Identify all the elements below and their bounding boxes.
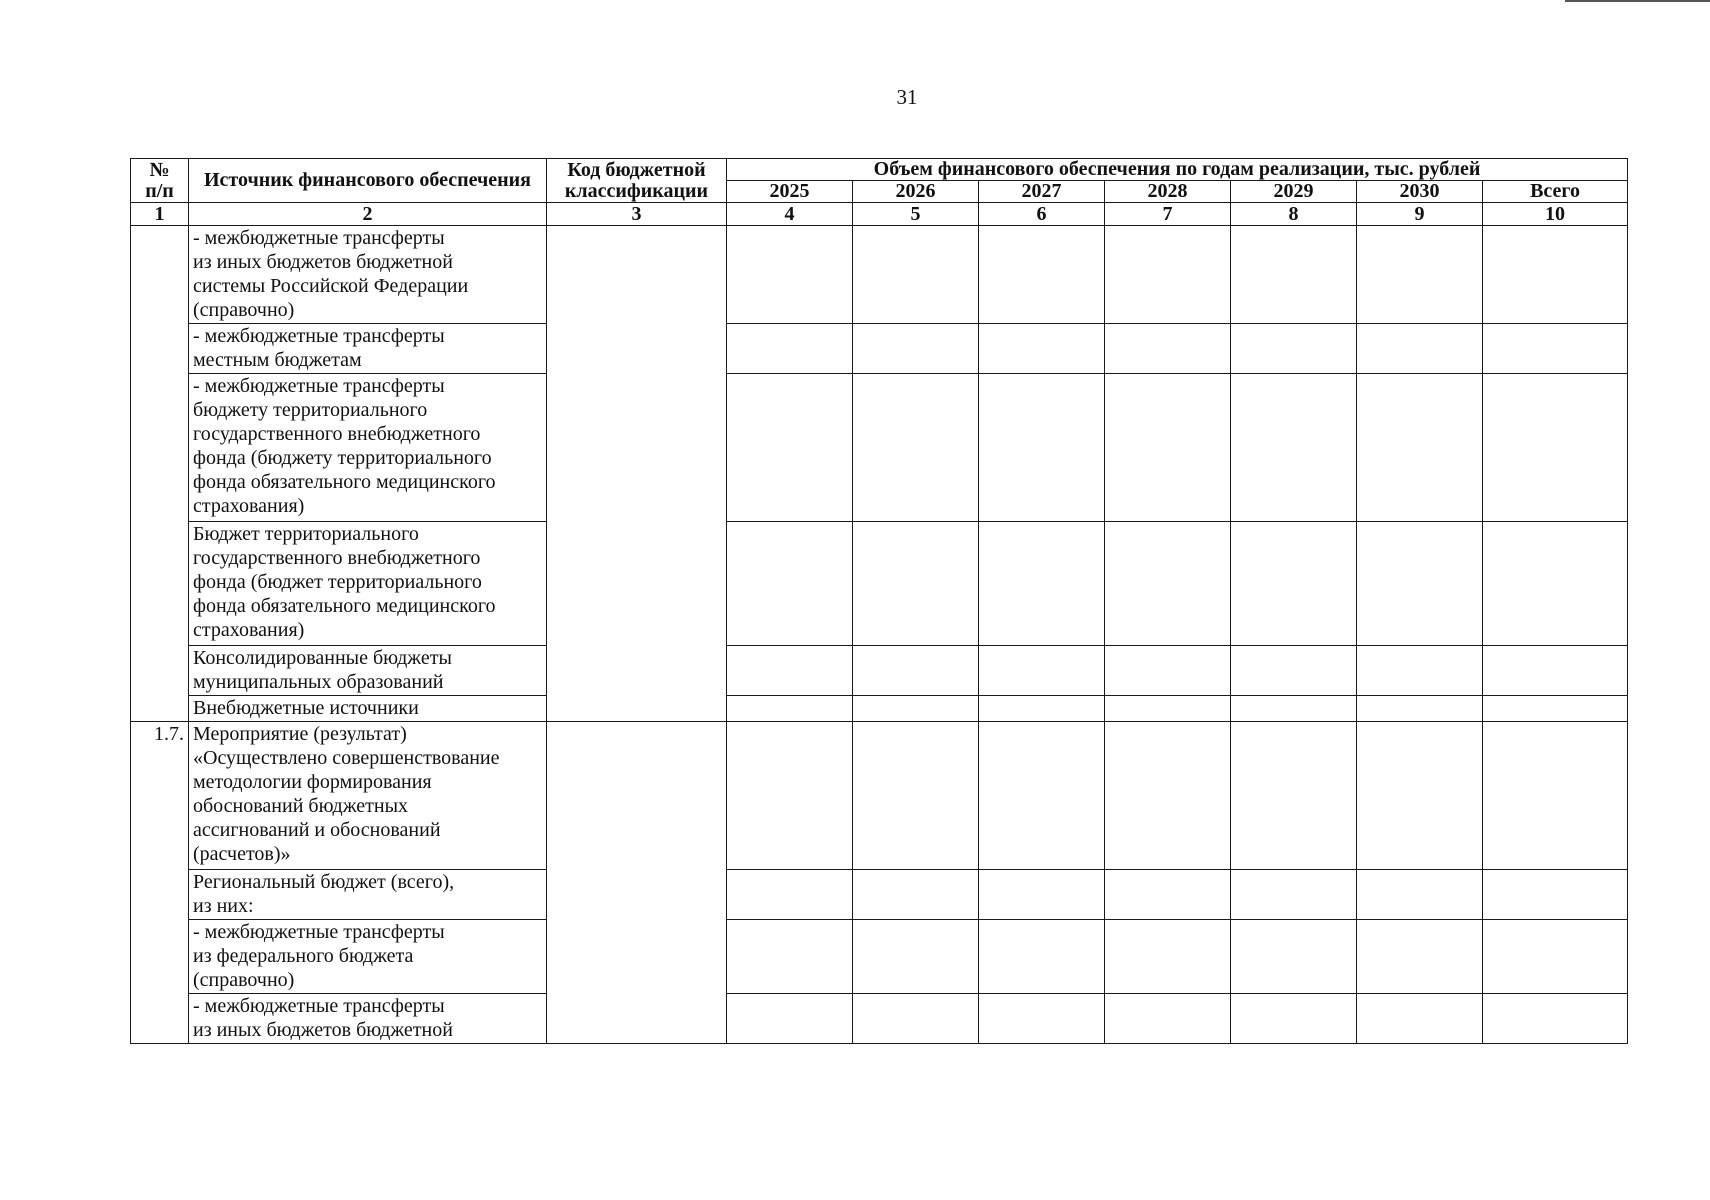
- value-2027: [979, 226, 1105, 324]
- value-2028: [1105, 646, 1231, 696]
- value-2028: [1105, 374, 1231, 522]
- value-2029: [1231, 870, 1357, 920]
- value-2027: [979, 522, 1105, 646]
- value-total: [1483, 374, 1628, 522]
- header-year-2026: 2026: [853, 181, 979, 203]
- source-cell: [189, 696, 547, 722]
- value-2030: [1357, 522, 1483, 646]
- value-2025: [727, 324, 853, 374]
- value-2028: [1105, 324, 1231, 374]
- source-cell: [189, 994, 547, 1044]
- value-total: [1483, 696, 1628, 722]
- source-cell: [189, 646, 547, 696]
- column-number: 10: [1483, 203, 1628, 226]
- source-cell: [189, 374, 547, 522]
- source-cell: [189, 920, 547, 994]
- column-number: 1: [131, 203, 189, 226]
- source-cell: [189, 722, 547, 870]
- value-2029: [1231, 522, 1357, 646]
- value-2027: [979, 994, 1105, 1044]
- value-2030: [1357, 722, 1483, 870]
- row-number: [131, 226, 189, 722]
- table-header: [131, 159, 1628, 226]
- value-2030: [1357, 646, 1483, 696]
- column-number: 8: [1231, 203, 1357, 226]
- code-cell: [547, 226, 727, 722]
- value-2027: [979, 870, 1105, 920]
- value-2026: [853, 870, 979, 920]
- value-total: [1483, 920, 1628, 994]
- column-number: 2: [189, 203, 547, 226]
- table-row: [131, 374, 1628, 522]
- source-text: - межбюджетные трансферты из иных бюджетов бюджетной: [193, 995, 453, 1041]
- value-2030: [1357, 994, 1483, 1044]
- value-2026: [853, 920, 979, 994]
- value-2026: [853, 226, 979, 324]
- value-2029: [1231, 226, 1357, 324]
- value-2027: [979, 696, 1105, 722]
- financing-table: [130, 158, 1628, 1044]
- source-text: - межбюджетные трансферты бюджету территориального государственного внебюджетного фонда (бюджету территориального фонда обязательного медицинского страхования): [193, 375, 496, 517]
- source-cell: [189, 870, 547, 920]
- value-2029: [1231, 696, 1357, 722]
- value-2025: [727, 226, 853, 324]
- table-row: [131, 920, 1628, 994]
- value-2029: [1231, 994, 1357, 1044]
- value-2027: [979, 646, 1105, 696]
- value-2026: [853, 324, 979, 374]
- value-total: [1483, 994, 1628, 1044]
- value-2030: [1357, 374, 1483, 522]
- value-2025: [727, 374, 853, 522]
- column-number-row: [131, 203, 1628, 226]
- header-year-2029: 2029: [1231, 181, 1357, 203]
- source-text: Бюджет территориального государственного внебюджетного фонда (бюджет территориального фонда обязательного медицинского страхования): [193, 523, 496, 641]
- value-2028: [1105, 226, 1231, 324]
- column-number: 9: [1357, 203, 1483, 226]
- column-number: 3: [547, 203, 727, 226]
- column-number: 5: [853, 203, 979, 226]
- source-text: Мероприятие (результат) «Осуществлено совершенствование методологии формирования обоснований бюджетных ассигнований и обоснований (расчетов)»: [193, 723, 500, 865]
- value-2027: [979, 722, 1105, 870]
- column-number: 7: [1105, 203, 1231, 226]
- value-total: [1483, 226, 1628, 324]
- value-2028: [1105, 696, 1231, 722]
- value-total: [1483, 324, 1628, 374]
- value-2026: [853, 522, 979, 646]
- table-row: [131, 722, 1628, 870]
- source-text: Региональный бюджет (всего), из них:: [193, 871, 455, 917]
- value-2025: [727, 870, 853, 920]
- value-2026: [853, 722, 979, 870]
- source-cell: [189, 226, 547, 324]
- table-row: [131, 994, 1628, 1044]
- top-edge-rule: [1565, 0, 1710, 2]
- value-total: [1483, 522, 1628, 646]
- header-year-2030: 2030: [1357, 181, 1483, 203]
- value-2030: [1357, 226, 1483, 324]
- value-2029: [1231, 920, 1357, 994]
- table-row: [131, 696, 1628, 722]
- value-2028: [1105, 920, 1231, 994]
- source-cell: [189, 522, 547, 646]
- value-2025: [727, 994, 853, 1044]
- value-2026: [853, 696, 979, 722]
- table-row: [131, 870, 1628, 920]
- source-cell: [189, 324, 547, 374]
- source-text: Внебюджетные источники: [193, 697, 419, 719]
- value-2026: [853, 646, 979, 696]
- source-text: - межбюджетные трансферты местным бюджетам: [193, 325, 445, 371]
- column-number: 6: [979, 203, 1105, 226]
- value-2029: [1231, 324, 1357, 374]
- value-2027: [979, 324, 1105, 374]
- value-2030: [1357, 324, 1483, 374]
- source-text: - межбюджетные трансферты из иных бюджетов бюджетной системы Российской Федерации (справочно): [193, 227, 469, 321]
- value-2028: [1105, 994, 1231, 1044]
- page-number: 31: [896, 85, 918, 109]
- value-2027: [979, 374, 1105, 522]
- header-year-2025: 2025: [727, 181, 853, 203]
- value-2025: [727, 696, 853, 722]
- value-2026: [853, 374, 979, 522]
- code-cell: [547, 722, 727, 1044]
- table-row: [131, 646, 1628, 696]
- header-source: Источник финансового обеспечения: [189, 159, 547, 203]
- header-volume: Объем финансового обеспечения по годам реализации, тыс. рублей: [727, 159, 1628, 181]
- value-2030: [1357, 920, 1483, 994]
- table-row: [131, 226, 1628, 324]
- table-row: [131, 324, 1628, 374]
- table-body: [131, 226, 1628, 1044]
- value-2028: [1105, 722, 1231, 870]
- value-2029: [1231, 722, 1357, 870]
- value-total: [1483, 870, 1628, 920]
- value-2025: [727, 522, 853, 646]
- header-code: Код бюджетной классификации: [547, 159, 727, 203]
- table-row: [131, 522, 1628, 646]
- header-year-2027: 2027: [979, 181, 1105, 203]
- header-total: Всего: [1483, 181, 1628, 203]
- value-2028: [1105, 870, 1231, 920]
- value-2030: [1357, 696, 1483, 722]
- source-text: - межбюджетные трансферты из федерального бюджета (справочно): [193, 921, 445, 991]
- value-2028: [1105, 522, 1231, 646]
- header-num: № п/п: [131, 159, 189, 203]
- value-2025: [727, 646, 853, 696]
- source-text: Консолидированные бюджеты муниципальных образований: [193, 647, 452, 693]
- value-2029: [1231, 374, 1357, 522]
- value-total: [1483, 646, 1628, 696]
- header-year-2028: 2028: [1105, 181, 1231, 203]
- value-2030: [1357, 870, 1483, 920]
- value-2025: [727, 722, 853, 870]
- value-2025: [727, 920, 853, 994]
- row-number: 1.7.: [131, 722, 189, 1044]
- value-2027: [979, 920, 1105, 994]
- value-total: [1483, 722, 1628, 870]
- value-2026: [853, 994, 979, 1044]
- value-2029: [1231, 646, 1357, 696]
- column-number: 4: [727, 203, 853, 226]
